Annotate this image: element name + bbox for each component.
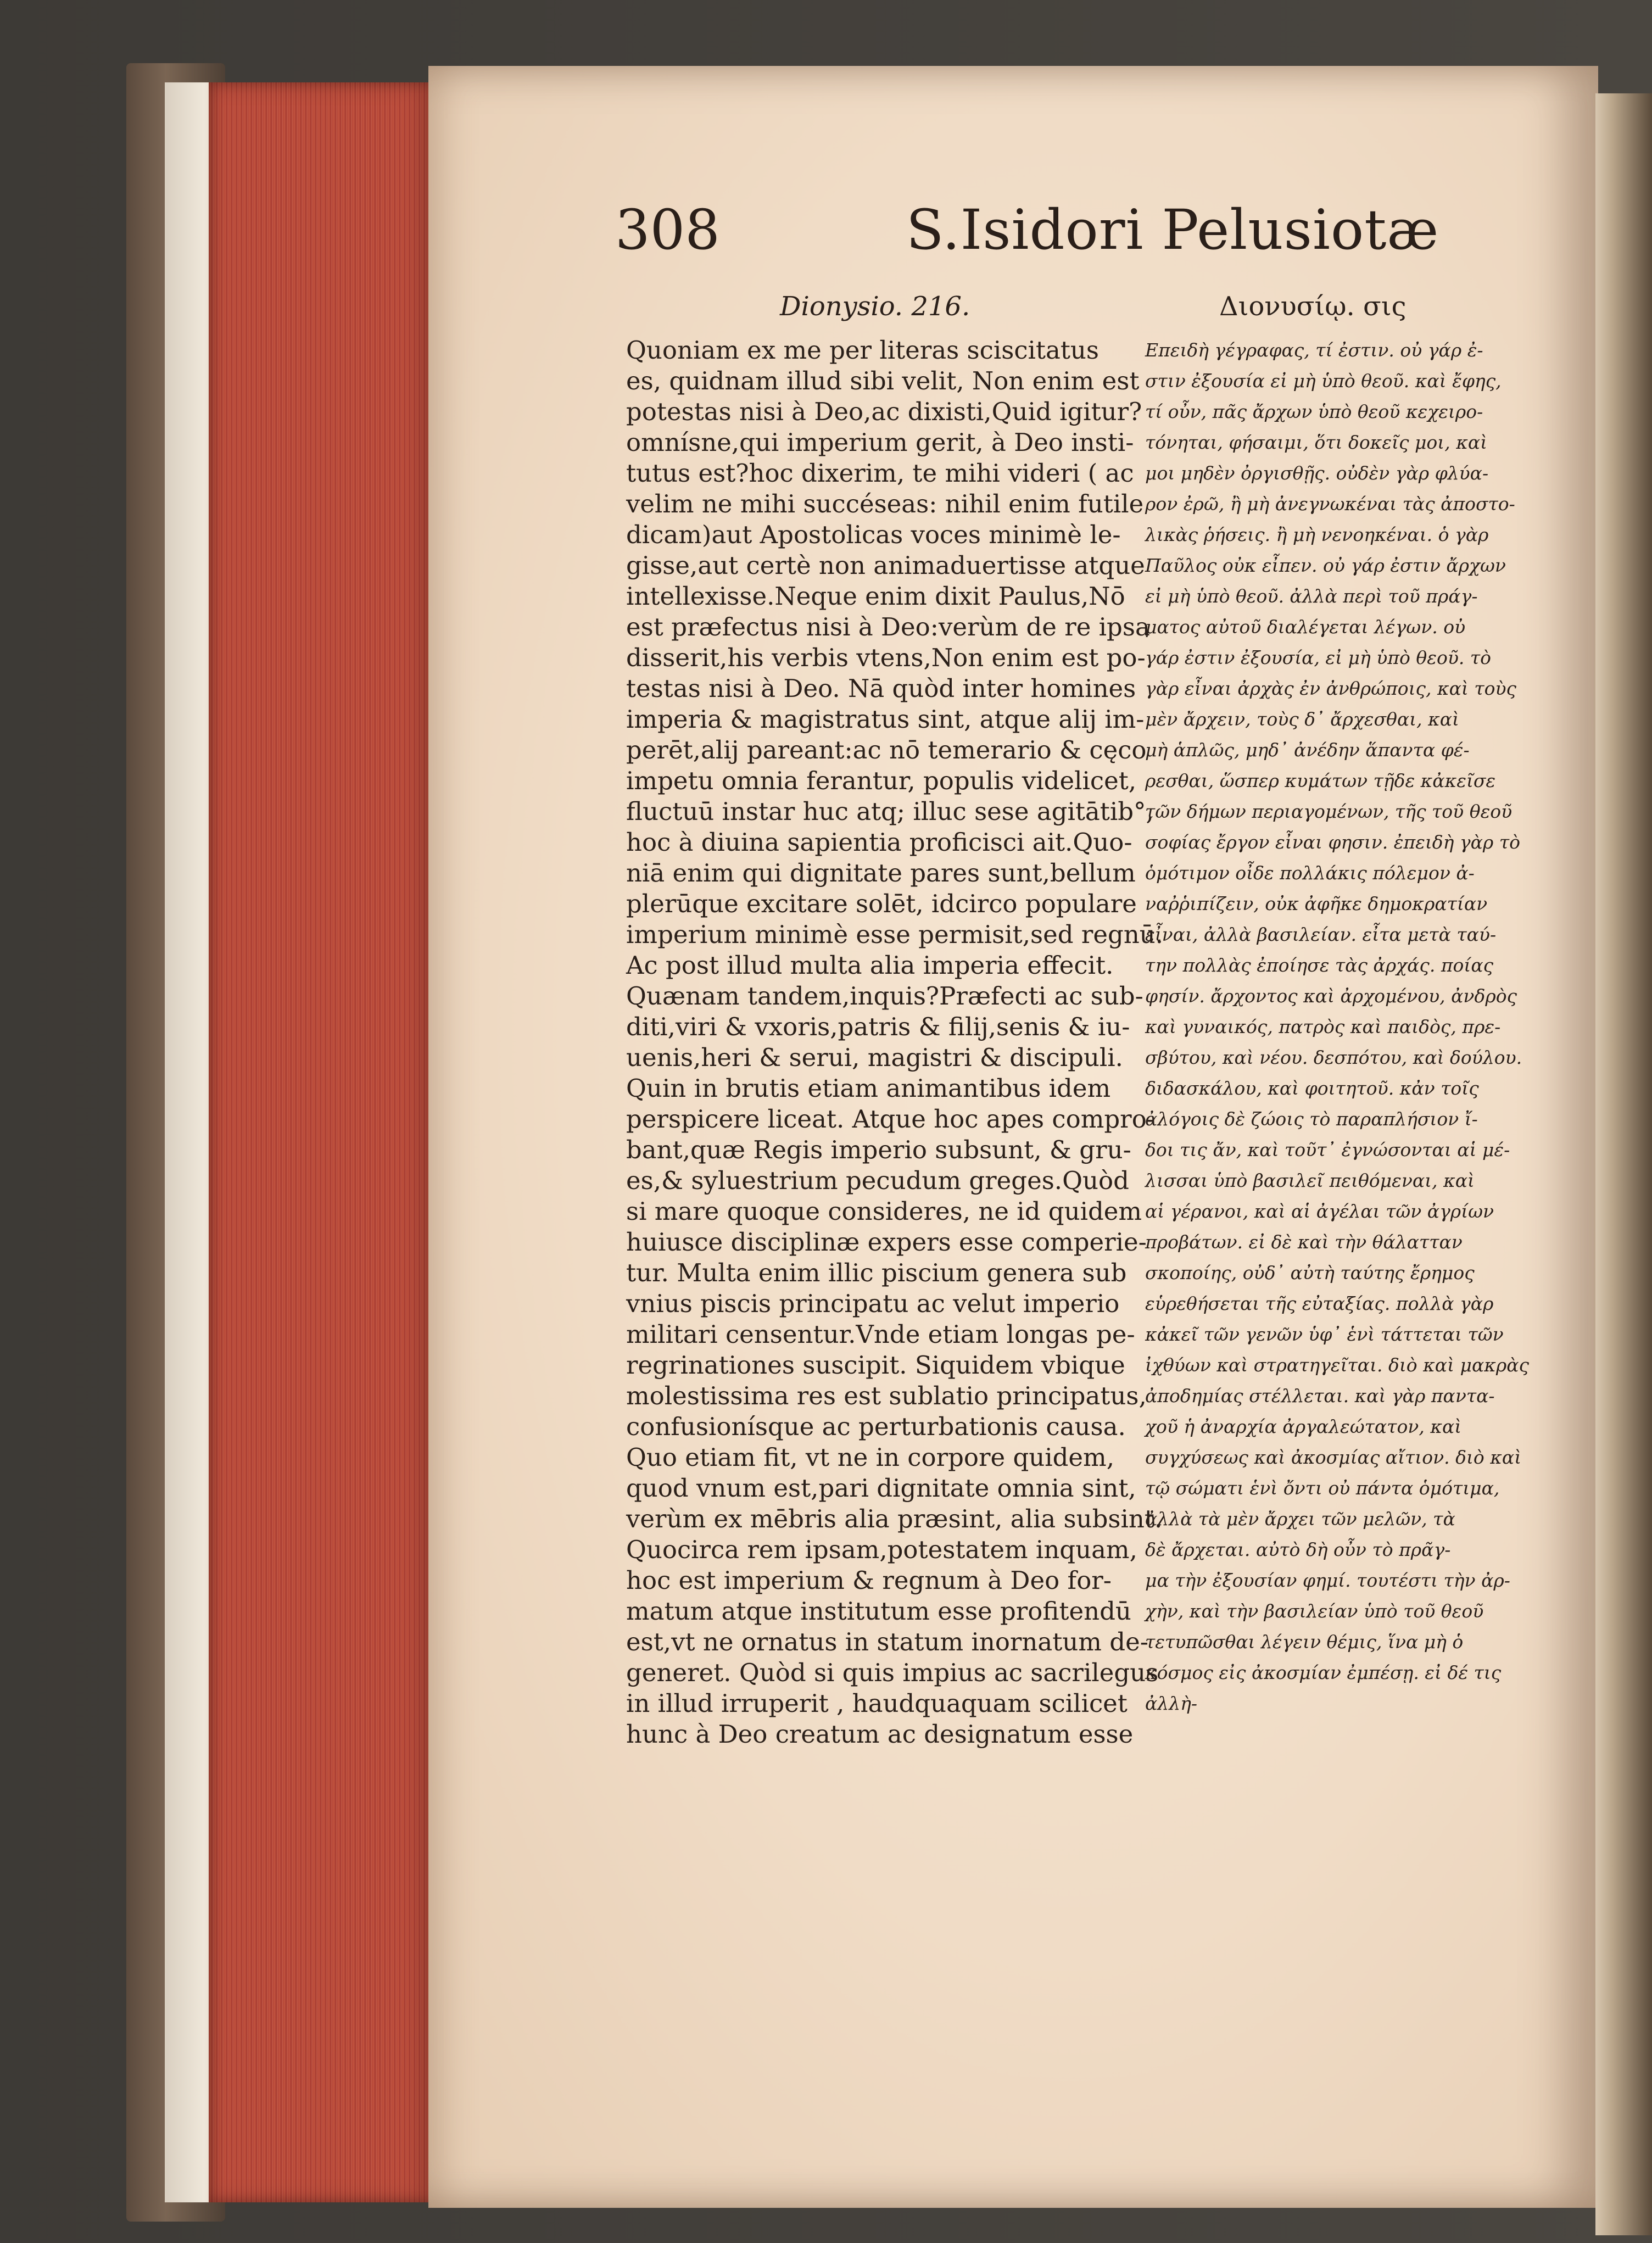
latin-text-line: fluctuū instar huc atq; illuc sese agitātib°, [626,797,1154,826]
greek-text-line: εἰ μὴ ὑπὸ θεοῦ. ἀλλὰ περὶ τοῦ πράγ- [1145,585,1478,607]
greek-text-line: καὶ γυναικός, πατρὸς καὶ παιδὸς, πρε- [1145,1016,1501,1037]
greek-text-line: ἀποδημίας στέλλεται. καὶ γὰρ παντα- [1145,1385,1495,1407]
greek-text-line: Παῦλος οὐκ εἶπεν. οὐ γάρ ἐστιν ἄρχων [1145,555,1506,576]
latin-text-line: matum atque institutum esse profitendū [626,1597,1131,1626]
greek-text-line: σκοποίης, οὐδ᾽ αὐτὴ ταύτης ἔρημος [1145,1262,1475,1284]
greek-text-line: τῷ σώματι ἑνὶ ὄντι οὐ πάντα ὁμότιμα, [1145,1477,1500,1499]
greek-text-line: μὲν ἄρχειν, τοὺς δ᾽ ἄρχεσθαι, καὶ [1145,708,1459,730]
latin-text-line: perēt,alij pareant:ac nō temerario & cęco [626,735,1147,765]
greek-text-line: χὴν, καὶ τὴν βασιλείαν ὑπὸ τοῦ θεοῦ [1145,1600,1484,1622]
greek-text-line: τί οὖν, πᾶς ἄρχων ὑπὸ θεοῦ κεχειρο- [1145,401,1483,422]
latin-text-line: huiusce disciplinæ expers esse comperie- [626,1227,1147,1257]
latin-text-line: imperia & magistratus sint, atque alij im- [626,705,1145,734]
latin-text-line: bant,quæ Regis imperio subsunt, & gru- [626,1135,1131,1164]
page-number: 308 [615,198,720,262]
greek-text-line: διδασκάλου, καὶ φοιτητοῦ. κἀν τοῖς [1145,1078,1479,1099]
latin-text-line: Quoniam ex me per literas sciscitatus [626,336,1099,365]
latin-text-line: molestissima res est sublatio principatus, [626,1381,1147,1410]
greek-text-line: λικὰς ῥήσεις. ἢ μὴ νενοηκέναι. ὁ γὰρ [1145,524,1489,545]
latin-text-line: perspicere liceat. Atque hoc apes compro- [626,1104,1155,1134]
greek-text-line: εὑρεθήσεται τῆς εὐταξίας. πολλὰ γὰρ [1145,1293,1494,1314]
latin-text-line: Quocirca rem ipsam,potestatem inquam, [626,1535,1137,1564]
latin-text-line: diti,viri & vxoris,patris & filij,senis & iu- [626,1012,1130,1041]
greek-text-line: μὴ ἁπλῶς, μηδ᾽ ἀνέδην ἅπαντα φέ- [1145,739,1470,761]
greek-text-line: ναῤῥιπίζειν, οὐκ ἀφῆκε δημοκρατίαν [1145,893,1488,914]
latin-text-line: Quo etiam fit, vt ne in corpore quidem, [626,1443,1115,1472]
greek-text-line: Επειδὴ γέγραφας, τί ἐστιν. οὐ γάρ ἐ- [1145,339,1483,361]
greek-text-line: λισσαι ὑπὸ βασιλεῖ πειθόμεναι, καὶ [1145,1170,1475,1191]
latin-text-line: verùm ex mēbris alia præsint, alia subsint. [626,1504,1163,1533]
greek-text-line: γάρ ἐστιν ἐξουσία, εἰ μὴ ὑπὸ θεοῦ. τὸ [1145,647,1491,668]
latin-text-line: Ac post illud multa alia imperia effecit. [626,951,1114,980]
latin-text-line: tutus est?hoc dixerim, te mihi videri ( ac [626,459,1134,488]
greek-text-line: ματος αὐτοῦ διαλέγεται λέγων. οὐ [1145,616,1466,638]
running-title: S.Isidori Pelusiotæ [906,198,1439,262]
greek-letter-title: Διονυσίῳ. σις [1219,291,1407,322]
greek-text-line: εἶναι, ἀλλὰ βασιλείαν. εἶτα μετὰ ταύ- [1145,924,1497,945]
greek-text-line: ἰχθύων καὶ στρατηγεῖται. διὸ καὶ μακρὰς [1145,1354,1530,1376]
greek-text-line: τῶν δήμων περιαγομένων, τῆς τοῦ θεοῦ [1145,801,1513,822]
greek-text-line: συγχύσεως καὶ ἀκοσμίας αἴτιον. διὸ καὶ [1145,1447,1522,1468]
latin-text-line: in illud irruperit , haudquaquam scilicet [626,1689,1128,1718]
latin-text-line: velim ne mihi succéseas: nihil enim futile [626,489,1144,518]
greek-text-line: ὁμότιμον οἶδε πολλάκις πόλεμον ἀ- [1145,862,1475,884]
latin-text-line: es, quidnam illud sibi velit, Non enim est [626,366,1140,395]
greek-text-line: ἀλλὰ τὰ μὲν ἄρχει τῶν μελῶν, τὰ [1145,1508,1455,1530]
greek-text-line: προβάτων. εἰ δὲ καὶ τὴν θάλατταν [1145,1231,1463,1253]
greek-text-line: αἱ γέρανοι, καὶ αἱ ἀγέλαι τῶν ἀγρίων [1145,1201,1494,1222]
latin-text-line: gisse,aut certè non animaduertisse atque [626,551,1145,580]
latin-column [626,335,1164,1750]
latin-text-line: est præfectus nisi à Deo:verùm de re ipsa [626,612,1150,641]
greek-text-line: ἀλλὴ- [1145,1693,1198,1714]
latin-text-line: intellexisse.Neque enim dixit Paulus,Nō [626,582,1125,611]
latin-text-line: hunc à Deo creatum ac designatum esse [626,1720,1134,1749]
greek-text-line: ρον ἐρῶ, ἢ μὴ ἀνεγνωκέναι τὰς ἀποστο- [1145,493,1515,515]
greek-text-line: τετυπῶσθαι λέγειν θέμις, ἵνα μὴ ὁ [1145,1631,1464,1653]
latin-text-line: confusionísque ac perturbationis causa. [626,1412,1126,1441]
greek-text-line: σοφίας ἔργον εἶναι φησιν. ἐπειδὴ γὰρ τὸ [1145,832,1520,853]
greek-text-line: γὰρ εἶναι ἀρχὰς ἐν ἀνθρώποις, καὶ τοὺς [1145,678,1517,699]
latin-text-line: quod vnum est,pari dignitate omnia sint, [626,1474,1136,1503]
latin-text-line: vnius piscis principatu ac velut imperio [626,1289,1120,1318]
latin-text-line: regrinationes suscipit. Siquidem vbique [626,1351,1125,1380]
greek-text-line: ἀλόγοις δὲ ζώοις τὸ παραπλήσιον ἴ- [1145,1108,1478,1130]
latin-text-line: est,vt ne ornatus in statum inornatum de- [626,1627,1148,1656]
latin-text-line: tur. Multa enim illic piscium genera sub [626,1258,1127,1287]
latin-text-line: niā enim qui dignitate pares sunt,bellum [626,858,1136,888]
greek-text-line: κἀκεῖ τῶν γενῶν ὑφ᾽ ἑνὶ τάττεται τῶν [1145,1324,1504,1345]
latin-text-line: omnísne,qui imperium gerit, à Deo insti- [626,428,1134,457]
greek-text-line: κόσμος εἰς ἀκοσμίαν ἐμπέσῃ. εἰ δέ τις [1145,1662,1502,1683]
greek-text-line: φησίν. ἄρχοντος καὶ ἀρχομένου, ἀνδρὸς [1145,985,1517,1007]
latin-text-line: testas nisi à Deo. Nā quòd inter homines [626,674,1136,703]
latin-text-line: imperium minimè esse permisit,sed regnū. [626,920,1164,949]
latin-text-line: impetu omnia ferantur, populis videlicet, [626,766,1137,795]
latin-text-line: militari censentur.Vnde etiam longas pe- [626,1320,1135,1349]
latin-text-line: hoc est imperium & regnum à Deo for- [626,1566,1112,1595]
latin-text-line: plerūque excitare solēt, idcirco populare [626,889,1137,918]
greek-text-line: στιν ἐξουσία εἰ μὴ ὑπὸ θεοῦ. καὶ ἔφης, [1145,370,1502,392]
latin-text-line: dicam)aut Apostolicas voces minimè le- [626,520,1121,549]
latin-text-line: disserit,his verbis vtens,Non enim est po- [626,643,1146,672]
red-page-edges [209,82,434,2202]
greek-text-line: την πολλὰς ἐποίησε τὰς ἀρχάς. ποίας [1145,955,1494,976]
book-cover-right [1595,93,1652,2235]
latin-text-line: uenis,heri & serui, magistri & discipuli. [626,1043,1123,1072]
latin-text-line: es,& syluestrium pecudum greges.Quòd [626,1166,1129,1195]
greek-text-line: ρεσθαι, ὥσπερ κυμάτων τῇδε κἀκεῖσε [1145,770,1496,791]
greek-text-line: δοι τις ἄν, καὶ τοῦτ᾽ ἐγνώσονται αἱ μέ- [1145,1139,1510,1160]
greek-column [1145,335,1562,1719]
greek-text-line: σβύτου, καὶ νέου. δεσπότου, καὶ δούλου. [1145,1047,1522,1068]
greek-text-line: μοι μηδὲν ὀργισθῇς. οὐδὲν γὰρ φλύα- [1145,462,1489,484]
latin-letter-title: Dionysio. 216. [780,291,970,322]
greek-text-line: μα τὴν ἐξουσίαν φημί. τουτέστι τὴν ἀρ- [1145,1570,1510,1591]
greek-text-line: τόνηται, φήσαιμι, ὅτι δοκεῖς μοι, καὶ [1145,432,1488,453]
greek-text-line: χοῦ ἡ ἀναρχία ἀργαλεώτατον, καὶ [1145,1416,1462,1437]
latin-text-line: Quin in brutis etiam animantibus idem [626,1074,1111,1103]
latin-text-line: Quænam tandem,inquis?Præfecti ac sub- [626,981,1143,1011]
latin-text-line: potestas nisi à Deo,ac dixisti,Quid igitur? [626,397,1142,426]
greek-text-line: δὲ ἄρχεται. αὐτὸ δὴ οὖν τὸ πρᾶγ- [1145,1539,1451,1560]
latin-text-line: si mare quoque consideres, ne id quidem [626,1197,1142,1226]
latin-text-line: hoc à diuina sapientia proficisci ait.Quo- [626,828,1132,857]
latin-text-line: generet. Quòd si quis impius ac sacrilegus [626,1658,1159,1687]
